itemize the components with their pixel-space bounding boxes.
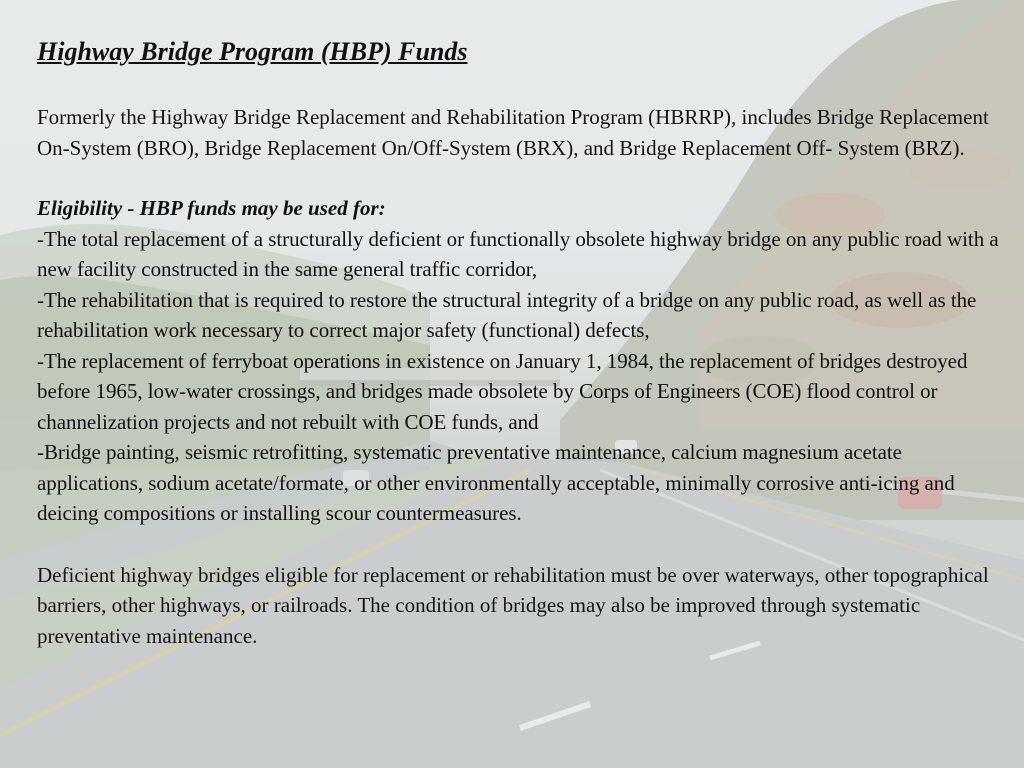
eligibility-heading: Eligibility - HBP funds may be used for: xyxy=(37,196,386,220)
eligibility-item: -The total replacement of a structurally deficient or functionally obsolete highway bridge on any public road with a new facility constructed in the same general traffic corridor, xyxy=(37,226,999,281)
closing-paragraph: Deficient highway bridges eligible for replacement or rehabilitation must be over waterways, other topographical barriers, other highways, or railroads. The condition of bridges may also be improved through systematic preventative maintenance. xyxy=(37,562,989,648)
slide-title: Highway Bridge Program (HBP) Funds xyxy=(37,37,468,66)
eligibility-list xyxy=(37,224,1012,529)
eligibility-item: -Bridge painting, seismic retrofitting, systematic preventative maintenance, calcium magnesium acetate applications, sodium acetate/formate, or other environmentally acceptable, minimally corrosive anti-icing and deicing compositions or installing scour countermeasures. xyxy=(37,440,955,525)
slide-content xyxy=(37,34,1012,651)
eligibility-item: -The replacement of ferryboat operations in existence on January 1, 1984, the replacement of bridges destroyed before 1965, low-water crossings, and bridges made obsolete by Corps of Engineers (COE) flood control or channelization projects and not rebuilt with COE funds, and xyxy=(37,348,968,434)
eligibility-item: -The rehabilitation that is required to restore the structural integrity of a bridge on any public road, as well as the rehabilitation work necessary to correct major safety (functional) defects, xyxy=(37,287,977,342)
intro-paragraph: Formerly the Highway Bridge Replacement and Rehabilitation Program (HBRRP), includes Bridge Replacement On-System (BRO), Bridge Replacement On/Off-System (BRX), and Bridge Replacement Off- System (BRZ). xyxy=(37,105,989,160)
